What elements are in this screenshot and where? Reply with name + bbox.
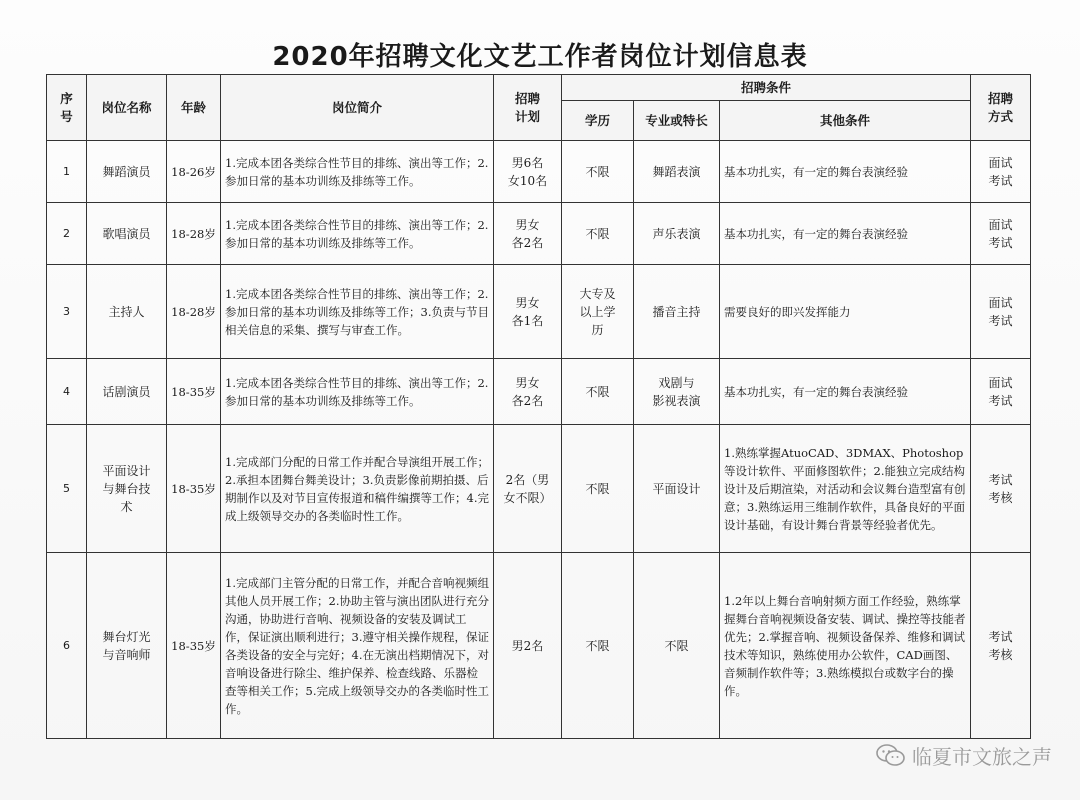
- header-other: 其他条件: [720, 101, 971, 141]
- row-position: 话剧演员: [87, 359, 167, 425]
- page-title: 2020年招聘文化文艺工作者岗位计划信息表: [272, 42, 808, 72]
- row-other: 1.2年以上舞台音响射频方面工作经验，熟练掌握舞台音响视频设备安装、调试、操控等技能者优先；2.掌握音响、视频设备保养、维修和调试技术等知识，熟练使用办公软件，CAD画图、音频制作软件等；3.熟练模拟台或数字台的操作。: [720, 553, 971, 739]
- row-other: 基本功扎实，有一定的舞台表演经验: [720, 359, 971, 425]
- row-major: 平面设计: [634, 425, 720, 553]
- row-intro: 1.完成本团各类综合性节目的排练、演出等工作；2.参加日常的基本功训练及排练等工作；3.负责与节目相关信息的采集、撰写与审查工作。: [221, 265, 494, 359]
- row-age: 18-26岁: [167, 141, 221, 203]
- table-row: [47, 141, 1031, 203]
- row-method: 考试 考核: [971, 425, 1031, 553]
- header-intro: 岗位简介: [221, 75, 494, 141]
- row-education: 不限: [562, 425, 634, 553]
- wechat-icon: [876, 743, 906, 769]
- row-method: 面试 考试: [971, 265, 1031, 359]
- header-position: 岗位名称: [87, 75, 167, 141]
- row-intro: 1.完成本团各类综合性节目的排练、演出等工作；2.参加日常的基本功训练及排练等工作。: [221, 359, 494, 425]
- row-major: 不限: [634, 553, 720, 739]
- header-major: 专业或特长: [634, 101, 720, 141]
- row-plan: 男6名 女10名: [494, 141, 562, 203]
- row-education: 不限: [562, 553, 634, 739]
- header-education: 学历: [562, 101, 634, 141]
- row-method: 面试 考试: [971, 203, 1031, 265]
- header-conditions: 招聘条件: [562, 75, 971, 101]
- row-plan: 男女 各1名: [494, 265, 562, 359]
- row-plan: 男2名: [494, 553, 562, 739]
- row-major: 播音主持: [634, 265, 720, 359]
- row-seq: 6: [47, 553, 87, 739]
- row-age: 18-28岁: [167, 203, 221, 265]
- row-seq: 5: [47, 425, 87, 553]
- header-method: 招聘 方式: [971, 75, 1031, 141]
- row-major: 声乐表演: [634, 203, 720, 265]
- row-plan: 男女 各2名: [494, 203, 562, 265]
- row-other: 需要良好的即兴发挥能力: [720, 265, 971, 359]
- row-education: 不限: [562, 141, 634, 203]
- row-intro: 1.完成本团各类综合性节目的排练、演出等工作；2.参加日常的基本功训练及排练等工作。: [221, 141, 494, 203]
- header-seq: 序 号: [47, 75, 87, 141]
- row-education: 不限: [562, 359, 634, 425]
- header-age: 年龄: [167, 75, 221, 141]
- row-intro: 1.完成部门分配的日常工作并配合导演组开展工作；2.承担本团舞台舞美设计；3.负责影像前期拍摄、后期制作以及对节目宣传报道和稿件编撰等工作；4.完成上级领导交办的各类临时性工作。: [221, 425, 494, 553]
- row-intro: 1.完成部门主管分配的日常工作，并配合音响视频组其他人员开展工作；2.协助主管与演出团队进行充分沟通，协助进行音响、视频设备的安装及调试工作，保证演出顺利进行；3.遵守相关操作规程，保证各类设备的安全与完好；4.在无演出档期情况下，对音响设备进行除尘、维护保养、检查线路、乐器检查等相关工作；5.完成上级领导交办的各类临时性工作。: [221, 553, 494, 739]
- row-method: 面试 考试: [971, 359, 1031, 425]
- table-row: [47, 203, 1031, 265]
- row-seq: 1: [47, 141, 87, 203]
- row-plan: 男女 各2名: [494, 359, 562, 425]
- row-position: 舞蹈演员: [87, 141, 167, 203]
- row-intro: 1.完成本团各类综合性节目的排练、演出等工作；2.参加日常的基本功训练及排练等工作。: [221, 203, 494, 265]
- row-plan: 2名（男 女不限）: [494, 425, 562, 553]
- row-education: 大专及 以上学 历: [562, 265, 634, 359]
- row-other: 1.熟练掌握AtuoCAD、3DMAX、Photoshop等设计软件、平面修图软件；2.能独立完成结构设计及后期渲染，对活动和会议舞台造型富有创意；3.熟练运用三维制作软件，具备良好的平面设计基础，有设计舞台背景等经验者优先。: [720, 425, 971, 553]
- row-method: 面试 考试: [971, 141, 1031, 203]
- row-other: 基本功扎实，有一定的舞台表演经验: [720, 203, 971, 265]
- row-age: 18-28岁: [167, 265, 221, 359]
- row-seq: 3: [47, 265, 87, 359]
- account-watermark: [876, 741, 1052, 770]
- table-row: [47, 425, 1031, 553]
- watermark-text: 临夏市文旅之声: [912, 745, 1052, 769]
- row-age: 18-35岁: [167, 425, 221, 553]
- row-seq: 4: [47, 359, 87, 425]
- table-row: [47, 265, 1031, 359]
- row-position: 歌唱演员: [87, 203, 167, 265]
- row-position: 平面设计 与舞台技 术: [87, 425, 167, 553]
- table-row: [47, 553, 1031, 739]
- row-seq: 2: [47, 203, 87, 265]
- row-major: 舞蹈表演: [634, 141, 720, 203]
- row-other: 基本功扎实，有一定的舞台表演经验: [720, 141, 971, 203]
- row-age: 18-35岁: [167, 553, 221, 739]
- header-plan: 招聘 计划: [494, 75, 562, 141]
- row-method: 考试 考核: [971, 553, 1031, 739]
- row-position: 主持人: [87, 265, 167, 359]
- row-age: 18-35岁: [167, 359, 221, 425]
- recruitment-plan-table: [46, 74, 1031, 739]
- row-major: 戏剧与 影视表演: [634, 359, 720, 425]
- table-row: [47, 359, 1031, 425]
- row-position: 舞台灯光 与音响师: [87, 553, 167, 739]
- row-education: 不限: [562, 203, 634, 265]
